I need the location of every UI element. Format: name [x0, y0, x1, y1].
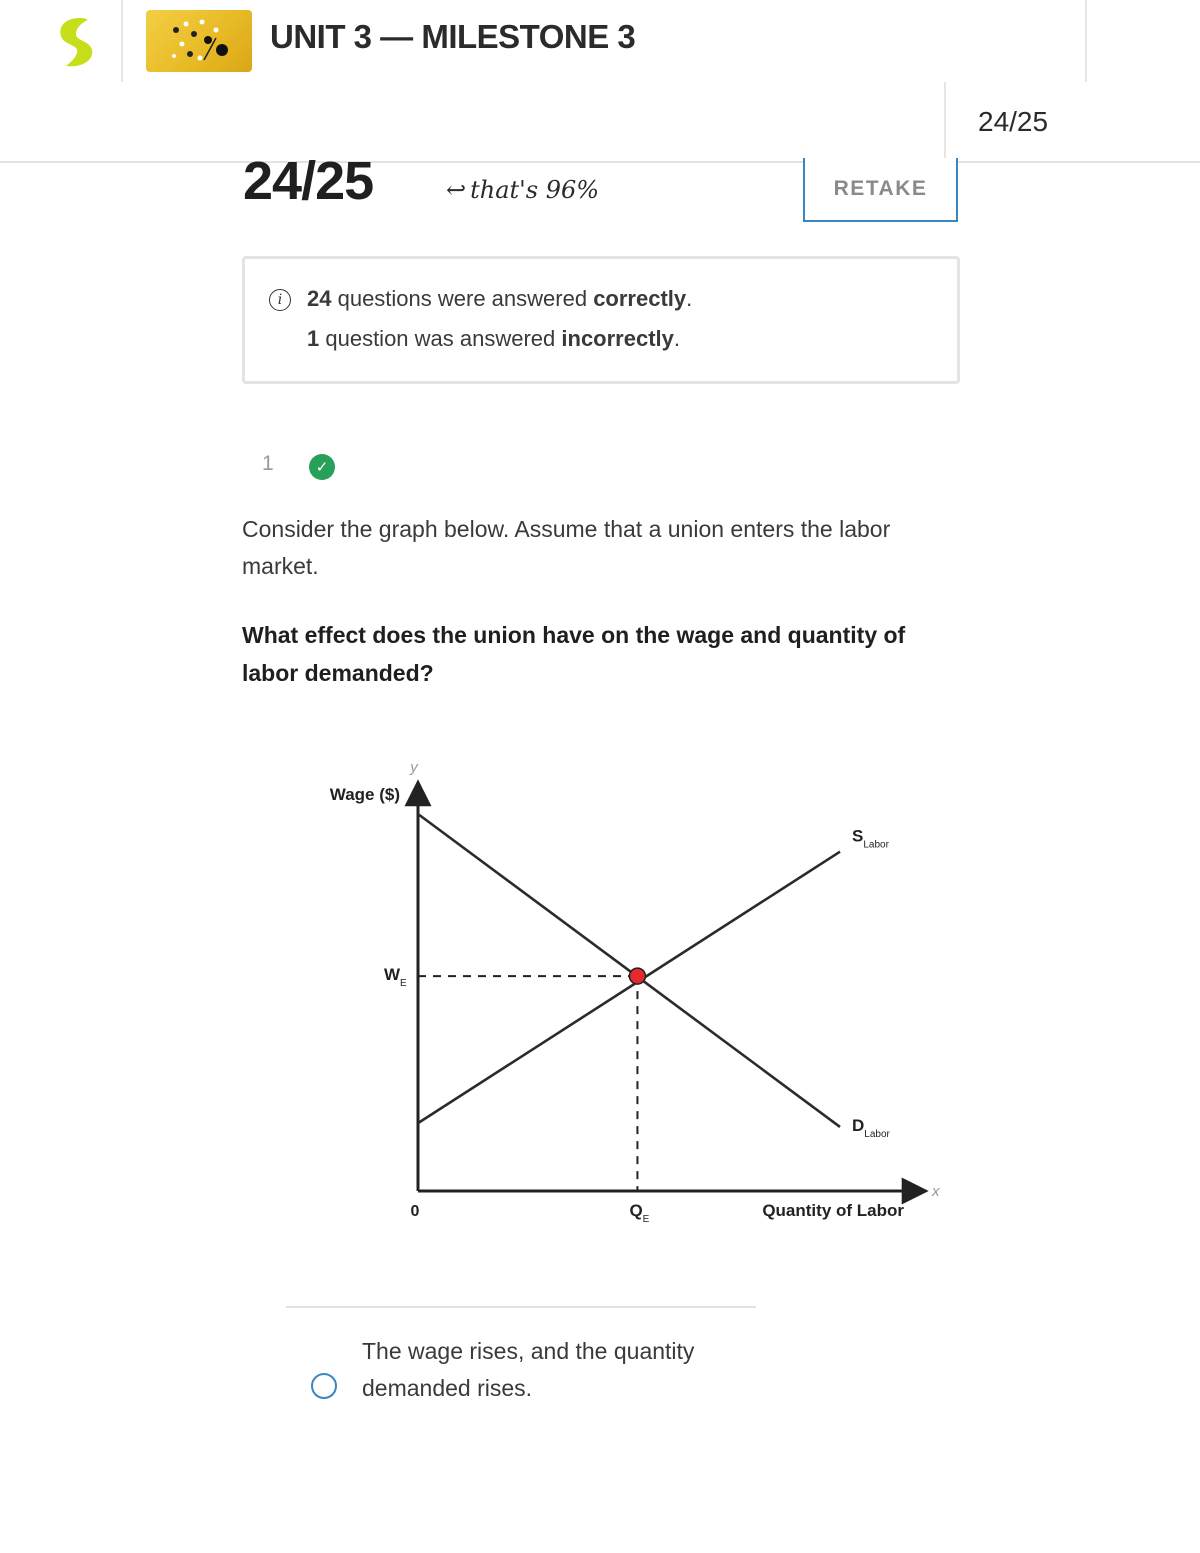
curve-s [418, 852, 840, 1123]
correct-word: correctly [593, 286, 687, 311]
question-text: Consider the graph below. Assume that a union enters the labor market. [242, 516, 891, 579]
question-prompt: What effect does the union have on the wage and quantity of labor demanded? [242, 622, 906, 686]
incorrect-word: incorrectly [561, 326, 674, 351]
incorrect-count: 1 [307, 326, 320, 351]
correct-period: . [686, 286, 693, 311]
x-axis-label: Quantity of Labor [762, 1201, 904, 1220]
retake-button[interactable]: RETAKE [803, 158, 958, 222]
info-icon: i [269, 289, 291, 311]
score-note [446, 176, 599, 204]
score-note-text: that's 96% [470, 176, 600, 204]
checkmark-icon: ✓ [309, 454, 335, 480]
results-summary-box [242, 256, 960, 384]
correct-count: 24 [307, 286, 332, 311]
origin-label: 0 [410, 1203, 420, 1220]
question-number: 1 [262, 452, 274, 475]
answer-text[interactable]: The wage rises, and the quantity demanded rises. [362, 1338, 695, 1401]
big-score: 24/25 [243, 151, 374, 211]
labor-market-chart [300, 750, 960, 1240]
incorrect-text: question was answered [319, 326, 562, 351]
answer-divider [286, 1306, 756, 1308]
unit-title: UNIT 3 — MILESTONE 3 [270, 18, 636, 55]
curve-label-s: $S_{Labor}$ [852, 826, 889, 851]
sophia-logo[interactable] [52, 12, 100, 72]
curve-label-d: $D_{Labor}$ [852, 1115, 890, 1140]
wage-equilibrium-label: $W_E$ [384, 965, 407, 990]
answer-radio[interactable] [311, 1373, 337, 1399]
incorrect-summary [307, 326, 680, 352]
y-axis-label: Wage ($) [329, 785, 400, 804]
header-score: 24/25 [978, 106, 1049, 137]
y-axis-letter: y [410, 759, 418, 776]
quantity-equilibrium-label: $Q_E$ [629, 1201, 650, 1225]
curve-d [418, 814, 840, 1127]
x-axis-letter: x [932, 1183, 940, 1200]
arrow-left-icon: ↩ [446, 176, 467, 204]
incorrect-period: . [673, 326, 681, 351]
correct-text: questions were answered [331, 286, 594, 311]
chart-svg [300, 750, 960, 1240]
header-divider [0, 161, 1200, 163]
equilibrium-point [629, 968, 645, 984]
course-thumbnail [146, 10, 252, 72]
correct-summary [307, 286, 692, 312]
